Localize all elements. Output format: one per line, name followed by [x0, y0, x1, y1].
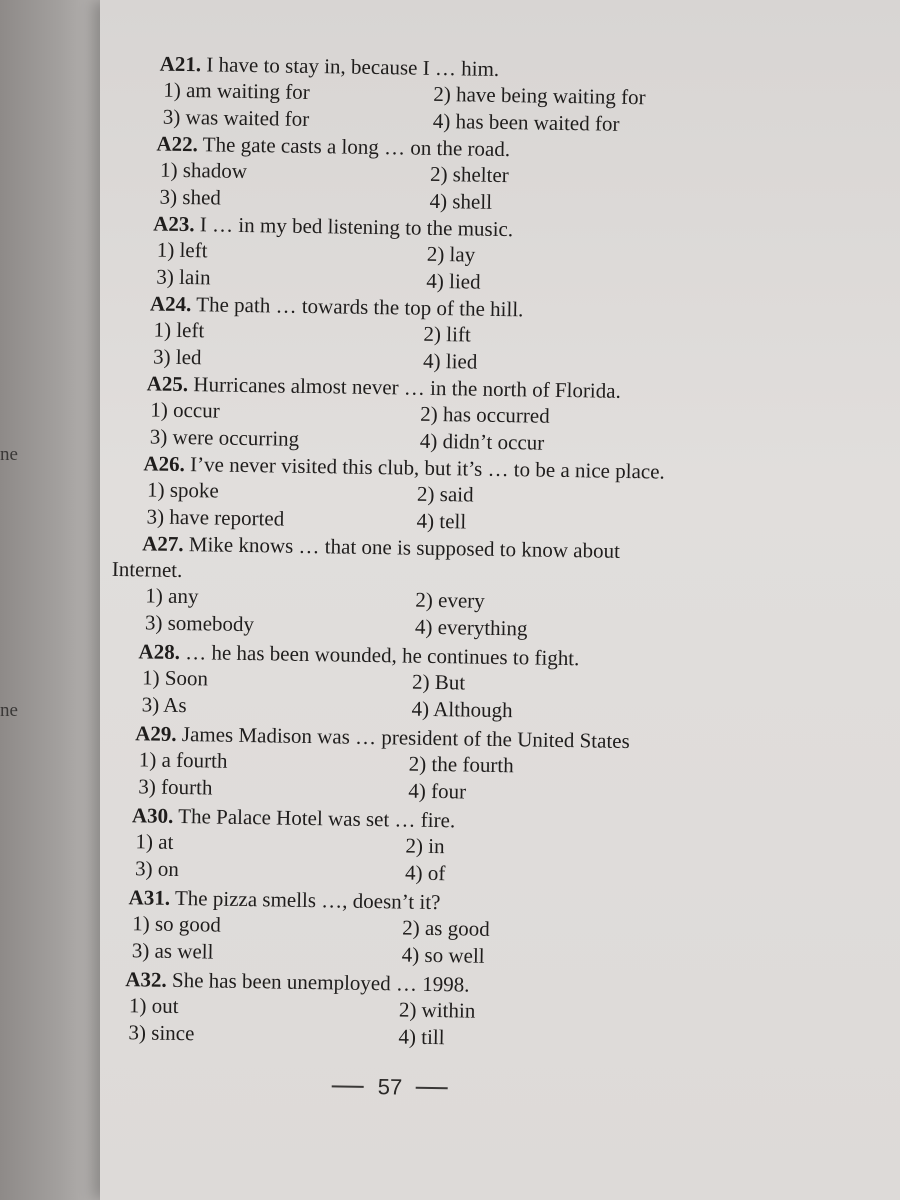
answer-option: 1) am waiting for [163, 77, 310, 104]
answer-option: 3) lain [156, 264, 211, 290]
adjacent-page-strip [0, 0, 100, 1200]
answer-option: 3) fourth [138, 774, 213, 800]
question-a28 [137, 638, 758, 728]
adjacent-page-fragment: ne [0, 444, 18, 465]
question-number: A27. [142, 531, 184, 557]
adjacent-page-fragment: ne [0, 700, 18, 721]
answer-option: 4) everything [414, 614, 528, 641]
answer-options [135, 828, 752, 892]
answer-option: 4) shell [429, 188, 493, 214]
answer-option: 2) within [398, 997, 476, 1023]
question-number: A32. [125, 967, 167, 992]
question-text: I’ve never visited this club, but it’s … to be a nice place. [189, 452, 665, 484]
answer-option: 1) at [135, 829, 174, 854]
question-text: The path … towards the top of the hill. [196, 292, 524, 322]
answer-option: 1) left [156, 237, 208, 263]
answer-option: 4) Although [411, 696, 513, 723]
question-text: The gate casts a long … on the road. [202, 132, 511, 162]
question-text: … he has been wounded, he continues to fight. [184, 640, 580, 671]
answer-option: 1) so good [132, 911, 222, 937]
question-a32 [124, 966, 745, 1056]
answer-options [150, 396, 767, 460]
answer-option: 2) said [416, 481, 474, 507]
page-number-text: 57 [377, 1074, 403, 1100]
question-a30 [131, 802, 752, 892]
page-number-dash [332, 1085, 364, 1088]
answer-options [163, 77, 780, 141]
answer-option: 2) shelter [429, 161, 509, 188]
question-a22 [155, 131, 776, 221]
question-a21 [159, 51, 780, 141]
answer-option: 4) didn’t occur [419, 428, 545, 455]
question-number: A23. [153, 211, 195, 237]
answer-option: 2) have being waiting for [433, 81, 646, 110]
book-page [100, 0, 900, 1200]
answer-option: 4) lied [422, 348, 478, 374]
question-a23 [152, 211, 773, 301]
question-text: The Palace Hotel was set … fire. [178, 803, 456, 833]
answer-option: 3) was waited for [162, 104, 310, 131]
question-a24 [149, 290, 770, 380]
question-number: A29. [135, 721, 177, 746]
question-a26 [142, 450, 763, 540]
answer-option: 1) out [128, 993, 179, 1019]
question-text: James Madison was … president of the United States [181, 722, 630, 754]
question-text: She has been unemployed … 1998. [171, 967, 470, 997]
answer-option: 2) as good [402, 915, 490, 941]
answer-option: 3) have reported [146, 504, 285, 531]
answer-options [141, 664, 758, 728]
answer-option: 4) so well [401, 942, 485, 968]
answer-option: 2) lift [423, 321, 471, 347]
answer-option: 2) every [415, 587, 485, 613]
answer-option: 3) as well [131, 938, 214, 964]
answer-option: 3) were occurring [149, 424, 300, 451]
answer-options [128, 992, 745, 1056]
answer-options [159, 157, 776, 221]
answer-options [156, 237, 773, 301]
answer-option: 3) shed [159, 184, 222, 210]
answer-options [146, 476, 763, 540]
answer-option: 2) lay [426, 241, 476, 267]
answer-option: 4) has been waited for [432, 108, 620, 136]
answer-option: 4) four [408, 778, 467, 804]
question-a29 [134, 720, 755, 810]
question-number: A31. [128, 885, 171, 910]
answer-option: 1) any [145, 583, 199, 609]
question-a31 [128, 884, 749, 974]
question-number: A28. [138, 639, 181, 664]
answer-options [132, 910, 749, 974]
question-number: A24. [149, 291, 192, 317]
answer-option: 2) has occurred [420, 401, 550, 428]
answer-option: 1) spoke [146, 477, 219, 503]
question-number: A30. [131, 803, 174, 828]
answer-option: 2) But [411, 669, 466, 695]
answer-option: 3) As [141, 692, 187, 718]
answer-option: 4) till [398, 1024, 445, 1050]
answer-options [138, 746, 755, 810]
answer-option: 1) occur [150, 397, 220, 423]
answer-option: 4) of [404, 860, 446, 886]
answer-option: 3) somebody [144, 610, 255, 637]
answer-options [145, 582, 762, 646]
answer-option: 2) in [405, 833, 445, 859]
answer-option: 3) led [152, 344, 202, 370]
question-text: The pizza smells …, doesn’t it? [174, 885, 441, 915]
question-text: I … in my bed listening to the music. [199, 212, 514, 242]
page-number-dash [416, 1087, 448, 1090]
answer-options [153, 317, 770, 381]
question-number: A25. [146, 371, 189, 397]
page-content [90, 0, 900, 1200]
answer-option: 4) tell [416, 508, 467, 534]
question-text: I have to stay in, because I … him. [206, 52, 500, 81]
question-number: A21. [159, 51, 202, 77]
page-number [332, 1073, 449, 1101]
answer-option: 3) on [134, 856, 180, 881]
answer-option: 2) the fourth [408, 751, 514, 778]
answer-option: 4) lied [426, 268, 481, 294]
answer-option: 1) left [153, 317, 205, 343]
answer-option: 1) Soon [141, 665, 209, 691]
question-text: Hurricanes almost never … in the north of Florida. [193, 372, 622, 403]
answer-option: 1) shadow [159, 157, 248, 183]
question-a25 [146, 370, 767, 460]
question-number: A26. [143, 451, 186, 477]
question-text: Mike knows … that one is supposed to know about [188, 532, 621, 563]
question-number: A22. [156, 131, 199, 157]
question-text-continuation: Internet. [111, 556, 183, 583]
answer-option: 3) since [128, 1020, 195, 1046]
question-a27 [111, 530, 763, 646]
answer-option: 1) a fourth [138, 747, 228, 773]
